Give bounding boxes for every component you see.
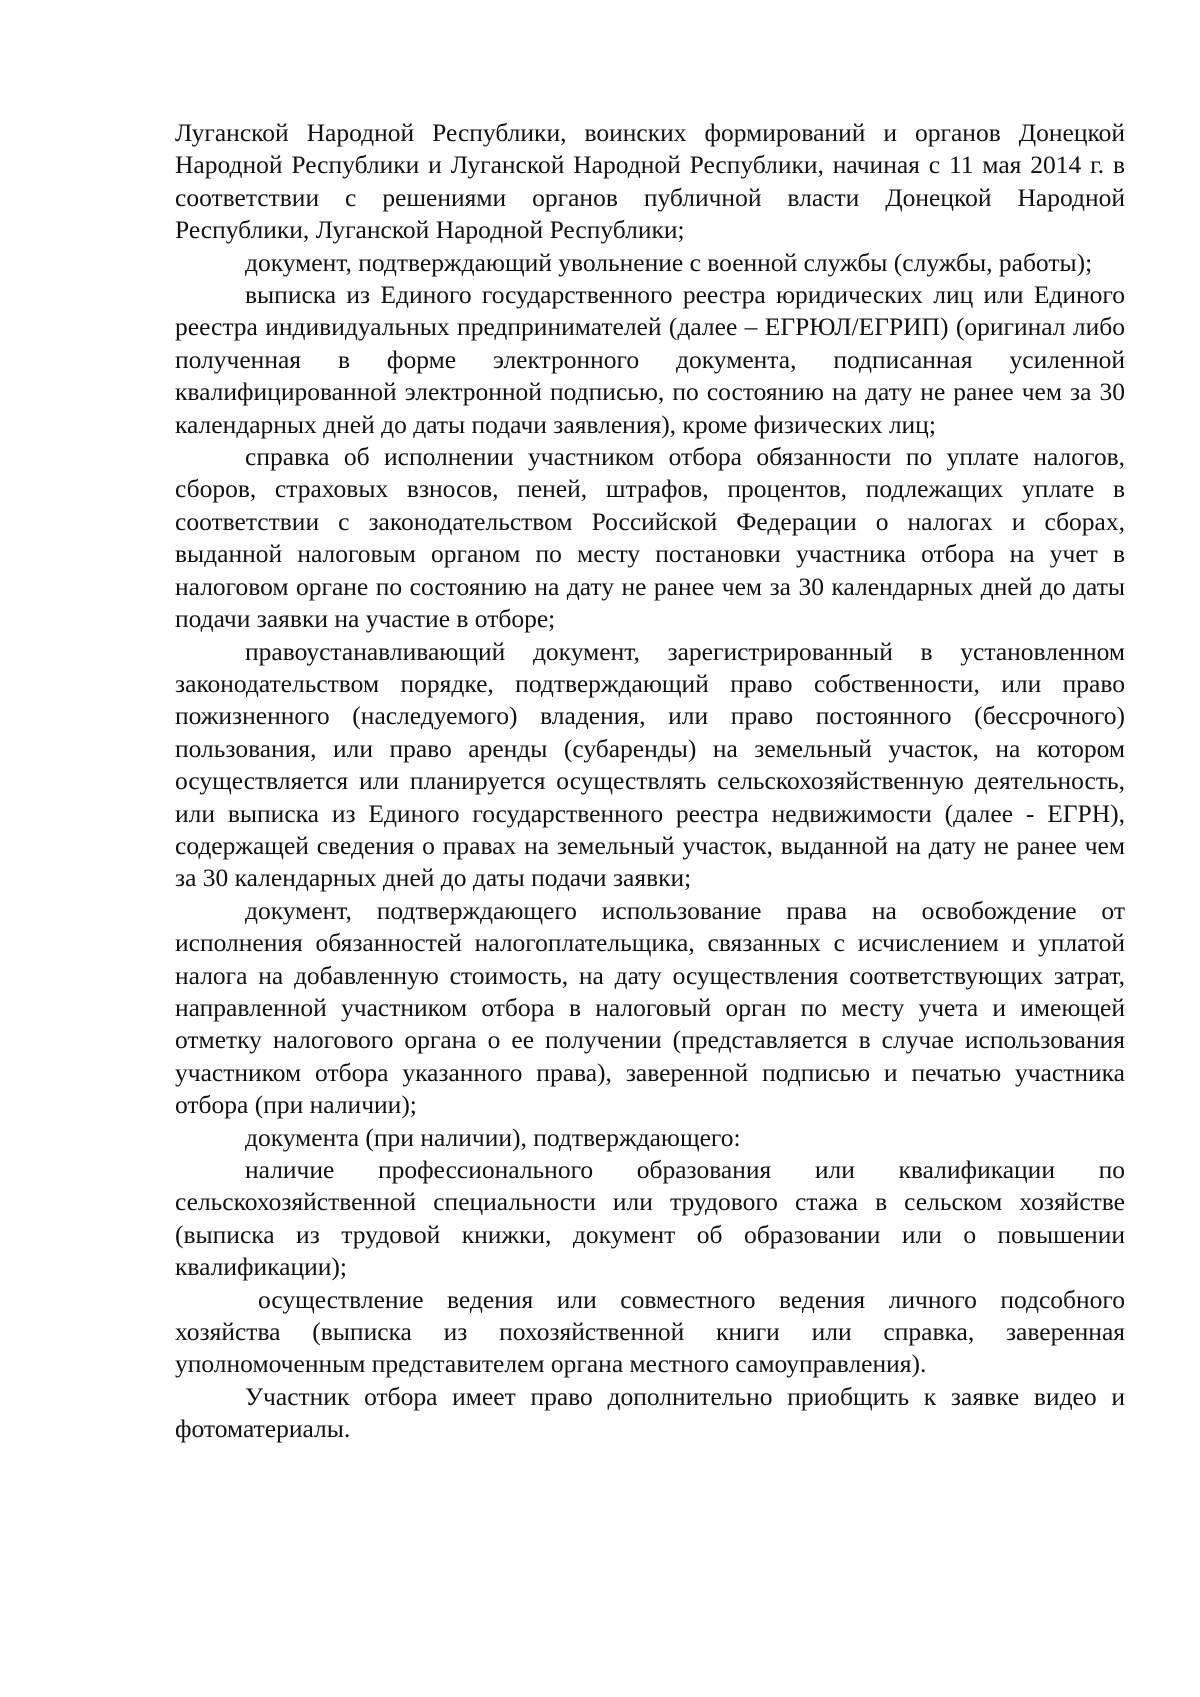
- document-page: [175, 117, 1125, 1446]
- paragraph-egrul-extract: выписка из Единого государственного реестра юридических лиц или Единого реестра индивидуальных предпринимателей (далее – ЕГРЮЛ/ЕГРИП) (оригинал либо полученная в форме электронного документа, подписанная усиленной квалифицированной электронной подписью, по состоянию на дату не ранее чем за 30 календарных дней до даты подачи заявления), кроме физических лиц;: [175, 280, 1125, 439]
- paragraph-luhansk-continuation: Луганской Народной Республики, воинских формирований и органов Донецкой Народной Республики и Луганской Народной Республики, начиная с 11 мая 2014 г. в соответствии с решениями органов публичной власти Донецкой Народной Республики, Луганской Народной Республики;: [175, 118, 1125, 245]
- paragraph-discharge-document: документ, подтверждающий увольнение с военной службы (службы, работы);: [245, 247, 1093, 277]
- paragraph-professional-education: наличие профессионального образования или квалификации по сельскохозяйственной специальности или трудового стажа в сельском хозяйстве (выписка из трудовой книжки, документ об образовании или о повышении квалификации);: [175, 1155, 1125, 1282]
- paragraph-optional-documents-intro: документа (при наличии), подтверждающего:: [245, 1122, 741, 1152]
- paragraph-household-farming: осуществление ведения или совместного ведения личного подсобного хозяйства (выписка из похозяйственной книги или справка, заверенная уполномоченным представителем органа местного самоуправления).: [175, 1284, 1125, 1379]
- paragraph-vat-exemption-document: документ, подтверждающего использование права на освобождение от исполнения обязанностей налогоплательщика, связанных с исчислением и уплатой налога на добавленную стоимость, на дату осуществления соответствующих затрат, направленной участником отбора в налоговый орган по месту учета и имеющей отметку налогового органа о ее получении (представляется в случае использования участником отбора указанного права), заверенной подписью и печатью участника отбора (при наличии);: [175, 895, 1125, 1120]
- paragraph-land-title-document: правоустанавливающий документ, зарегистрированный в установленном законодательством порядке, подтверждающий право собственности, или право пожизненного (наследуемого) владения, или право постоянного (бессрочного) пользования, или право аренды (субаренды) на земельный участок, на котором осуществляется или планируется осуществлять сельскохозяйственную деятельность, или выписка из Единого государственного реестра недвижимости (далее - ЕГРН), содержащей сведения о правах на земельный участок, выданной на дату не ранее чем за 30 календарных дней до даты подачи заявки;: [175, 636, 1125, 893]
- paragraph-video-photo-materials: Участник отбора имеет право дополнительно приобщить к заявке видео и фотоматериалы.: [175, 1381, 1125, 1444]
- paragraph-tax-certificate: справка об исполнении участником отбора обязанности по уплате налогов, сборов, страховых взносов, пеней, штрафов, процентов, подлежащих уплате в соответствии с законодательством Российской Федерации о налогах и сборах, выданной налоговым органом по месту постановки участника отбора на учет в налоговом органе по состоянию на дату не ранее чем за 30 календарных дней до даты подачи заявки на участие в отборе;: [175, 442, 1125, 634]
